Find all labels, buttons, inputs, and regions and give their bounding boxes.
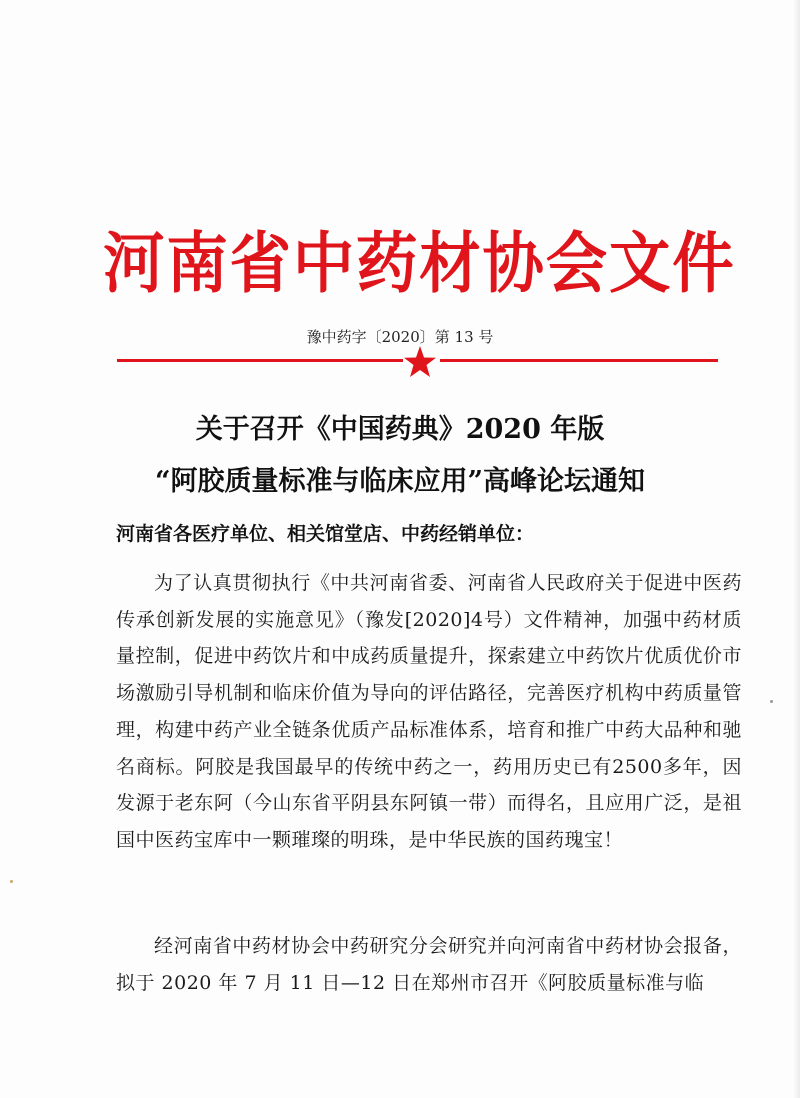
scan-edge-shadow <box>792 0 800 1098</box>
notice-title-line-2: “阿胶质量标准与临床应用”高峰论坛通知 <box>154 466 646 497</box>
red-header-title: 河南省中药材协会文件 <box>103 225 736 302</box>
red-rule-left <box>117 359 403 362</box>
body-paragraph-1: 为了认真贯彻执行《中共河南省委、河南省人民政府关于促进中医药传承创新发展的实施意见》（豫发[2020]4号）文件精神，加强中药材质量控制，促进中药饮片和中成药质量提升，探索建立中药饮片优质优价市场激励引导机制和临床价值为导向的评估路径，完善医疗机构中药质量管理，构建中药产业全链条优质产品标准体系，培育和推广中药大品种和驰名商标。阿胶是我国最早的传统中药之一，药用历史已有2500多年，因发源于老东阿（今山东省平阴县东阿镇一带）而得名，且应用广泛，是祖国中医药宝库中一颗璀璨的明珠，是中华民族的国药瑰宝！ <box>116 572 742 851</box>
salutation: 河南省各医疗单位、相关馆堂店、中药经销单位： <box>116 523 535 545</box>
scan-speck <box>10 880 13 883</box>
scan-speck <box>770 700 773 703</box>
notice-title-line-1: 关于召开《中国药典》2020 年版 <box>195 414 605 445</box>
body-paragraph-2: 经河南省中药材协会中药研究分会研究并向河南省中药材协会报备，拟于 2020 年 7 月 11 日—12 日在郑州市召开《阿胶质量标准与临 <box>116 935 742 994</box>
red-rule-right <box>440 359 718 362</box>
red-star-icon <box>403 345 437 379</box>
document-number: 豫中药字〔2020〕第 13 号 <box>306 328 494 346</box>
